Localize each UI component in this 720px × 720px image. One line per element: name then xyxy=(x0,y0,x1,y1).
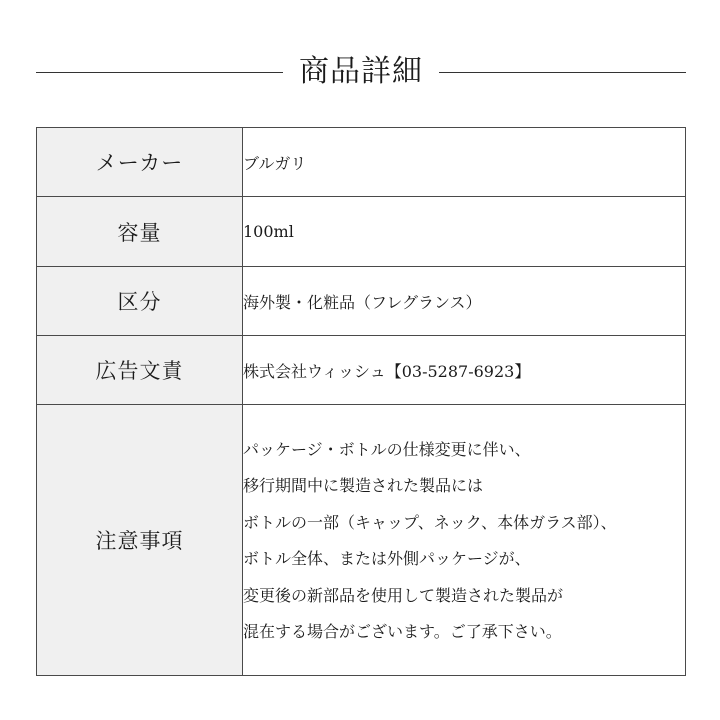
section-header xyxy=(36,44,686,100)
note-line: ボトル全体、または外側パッケージが、 xyxy=(243,549,531,568)
note-line: パッケージ・ボトルの仕様変更に伴い、 xyxy=(243,439,531,459)
row-value: ブルガリ xyxy=(243,128,686,197)
table-row-advertiser xyxy=(37,336,686,405)
note-line: 混在する場合がございます。ご了承下さい。 xyxy=(243,622,562,641)
row-value: 海外製・化粧品（フレグランス） xyxy=(243,267,686,336)
row-label: 注意事項 xyxy=(37,405,243,676)
table-row-category xyxy=(37,267,686,336)
row-label: メーカー xyxy=(37,128,243,197)
section-title: 商品詳細 xyxy=(299,54,423,89)
product-detail-table xyxy=(36,127,686,676)
title-rule-left xyxy=(36,72,283,73)
row-label: 広告文責 xyxy=(37,336,243,405)
note-line: ボトルの一部（キャップ、ネック、本体ガラス部）、 xyxy=(243,512,617,532)
row-label: 区分 xyxy=(37,267,243,336)
notes-text xyxy=(243,430,685,651)
title-rule-right xyxy=(439,72,686,73)
row-value: 100ml xyxy=(243,197,686,267)
note-line: 変更後の新部品を使用して製造された製品が xyxy=(243,585,564,605)
notes-cell xyxy=(243,405,686,676)
note-line: 移行期間中に製造された製品には xyxy=(243,476,484,495)
table-row-maker xyxy=(37,128,686,197)
row-value: 株式会社ウィッシュ【03-5287-6923】 xyxy=(243,336,686,405)
table-row-notes xyxy=(37,405,686,676)
row-label: 容量 xyxy=(37,197,243,267)
table-row-capacity xyxy=(37,197,686,267)
